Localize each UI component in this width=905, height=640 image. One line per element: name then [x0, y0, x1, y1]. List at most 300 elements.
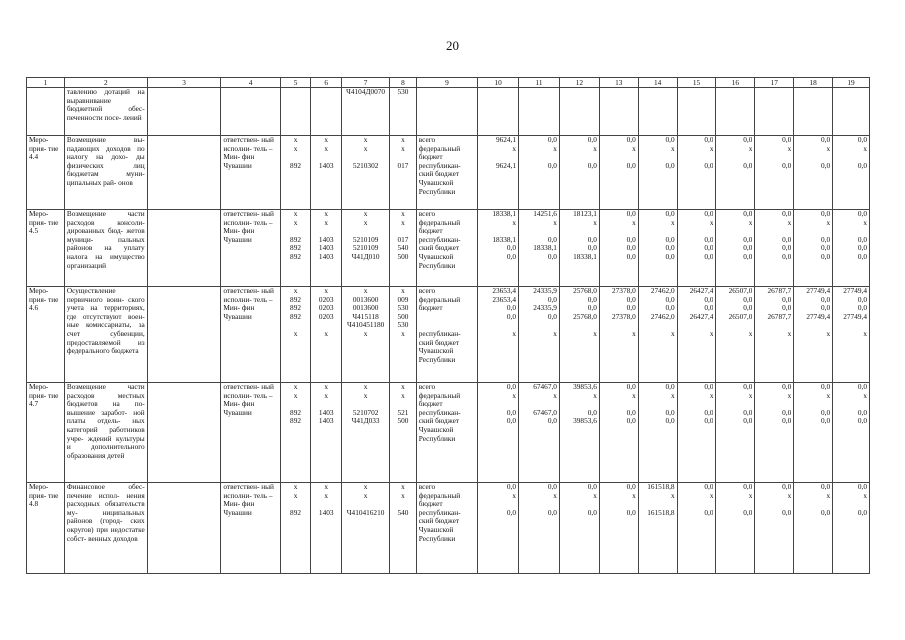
funding-source-line — [419, 313, 475, 322]
column-header: 8 — [390, 78, 417, 88]
value-line — [521, 321, 557, 330]
code-value: x — [324, 136, 329, 144]
value-line: 26427,4 — [689, 312, 714, 321]
value-line: 0,0 — [704, 252, 714, 261]
value-line: 0,0 — [857, 244, 867, 253]
code-value: x — [324, 218, 329, 227]
value-line: x — [709, 391, 714, 400]
value-line — [641, 400, 675, 409]
value-cell — [677, 483, 716, 574]
value-line: 0,0 — [665, 304, 675, 313]
value-line — [796, 227, 830, 236]
value-line: 0,0 — [506, 252, 517, 261]
value-line: 0,0 — [743, 136, 753, 144]
code-value: x — [324, 383, 329, 391]
value-line: x — [787, 218, 792, 227]
value-line: 14251,6 — [533, 210, 557, 218]
value-line: 0,0 — [743, 508, 753, 517]
value-line: 24335,9 — [533, 287, 557, 295]
code-value: x — [363, 144, 368, 153]
value-line: x — [670, 144, 675, 153]
value-line: 0,0 — [587, 304, 597, 313]
code-value — [344, 153, 387, 162]
value-line: 24335,9 — [533, 304, 557, 313]
funding-source-line: ский бюджет — [418, 517, 460, 526]
value-cell — [833, 483, 870, 574]
value-line — [521, 227, 557, 236]
value-line: x — [670, 218, 675, 227]
header-row — [27, 78, 870, 88]
value-line: 0,0 — [743, 295, 753, 304]
code-value: x — [401, 483, 405, 491]
value-line — [680, 227, 714, 236]
value-line — [480, 500, 516, 509]
value-line — [680, 400, 714, 409]
code-value: 1403 — [318, 408, 334, 417]
value-cell — [599, 483, 638, 574]
value-line: 0,0 — [547, 252, 557, 261]
funding-source-line: Чувашской — [418, 252, 454, 261]
value-line: 0,0 — [857, 304, 867, 313]
value-line: x — [632, 329, 636, 338]
value-cell — [559, 210, 599, 287]
value-line — [718, 153, 752, 162]
code-value: x — [293, 383, 298, 391]
code-value: x — [293, 483, 298, 491]
code-cell — [311, 210, 342, 287]
funding-source-cell — [416, 136, 477, 210]
activity-text: Возмещение вы- падающих доходов по налогу на дохо- ды физических лиц бюджетам муни- ципальных рай- онов — [64, 136, 147, 210]
value-cell — [716, 483, 755, 574]
funding-source-line: всего — [418, 483, 436, 491]
code-value: 1403 — [318, 252, 334, 261]
code-value: 892 — [290, 408, 301, 417]
value-cell — [599, 136, 638, 210]
value-line: x — [553, 144, 557, 153]
value-cell — [716, 287, 755, 383]
value-line — [680, 153, 714, 162]
code-value: x — [293, 491, 298, 500]
value-line: 0,0 — [626, 210, 636, 218]
value-line: 0,0 — [857, 161, 867, 170]
value-line — [521, 500, 557, 509]
code-cell — [342, 383, 390, 483]
code-value — [283, 500, 309, 509]
value-cell — [716, 210, 755, 287]
code-value — [344, 227, 387, 236]
value-cell — [638, 136, 677, 210]
value-line — [835, 500, 867, 509]
value-line: x — [593, 144, 597, 153]
value-line: 0,0 — [626, 483, 636, 491]
value-line: 0,0 — [704, 383, 714, 391]
value-line: 0,0 — [820, 235, 831, 244]
value-cell — [559, 483, 599, 574]
value-line: 0,0 — [626, 295, 636, 304]
value-cell — [599, 287, 638, 383]
value-line — [680, 321, 714, 330]
funding-source-line: федеральный — [418, 391, 461, 400]
code-value: x — [324, 483, 329, 491]
code-value: x — [324, 287, 329, 295]
funding-source-cell — [416, 383, 477, 483]
value-line: 0,0 — [626, 417, 636, 426]
value-line: 0,0 — [626, 235, 636, 244]
value-line — [562, 321, 597, 330]
funding-source-line: ский бюджет — [418, 170, 460, 179]
value-line: 67467,0 — [533, 408, 557, 417]
code-value: x — [324, 210, 329, 218]
value-line: 0,0 — [547, 295, 557, 304]
code-value: x — [363, 210, 368, 218]
value-line — [757, 400, 791, 409]
value-line: x — [512, 144, 517, 153]
value-line — [602, 321, 636, 330]
value-line — [641, 153, 675, 162]
value-line: x — [593, 491, 597, 500]
code-value: 1403 — [318, 508, 334, 517]
code-value — [392, 500, 414, 509]
value-line: 0,0 — [704, 244, 714, 253]
code-value: 892 — [290, 235, 301, 244]
value-line: 0,0 — [547, 312, 557, 321]
value-line: 0,0 — [587, 295, 597, 304]
code-cell — [390, 136, 417, 210]
code-cell: Ч4104Д0070 — [342, 88, 390, 136]
value-cell — [638, 210, 677, 287]
value-line — [521, 153, 557, 162]
value-line: x — [826, 391, 831, 400]
value-line: 0,0 — [743, 408, 753, 417]
table-row-continuation — [27, 88, 870, 136]
value-line: 0,0 — [587, 136, 597, 144]
funding-source-line: федеральный — [418, 491, 461, 500]
value-line: 27749,4 — [806, 287, 831, 295]
code-cell — [280, 287, 311, 383]
value-line: 0,0 — [704, 295, 714, 304]
value-line: 0,0 — [665, 244, 675, 253]
funding-source-cell — [416, 210, 477, 287]
code-value: 1403 — [318, 161, 334, 170]
value-cell — [833, 383, 870, 483]
value-cell — [794, 483, 833, 574]
value-line: 0,0 — [857, 417, 867, 426]
value-line: 26787,7 — [767, 312, 792, 321]
value-line: 0,0 — [857, 136, 867, 144]
value-line: 18338,1 — [492, 210, 517, 218]
value-line: x — [748, 391, 753, 400]
code-cell — [311, 383, 342, 483]
value-line: 0,0 — [626, 252, 636, 261]
value-line: x — [670, 491, 675, 500]
budget-table — [26, 77, 870, 574]
funding-source-line: Чувашской — [418, 525, 454, 534]
value-line — [521, 400, 557, 409]
value-line: x — [748, 329, 753, 338]
code-value: x — [324, 391, 329, 400]
value-line: 0,0 — [820, 136, 831, 144]
value-line: 0,0 — [820, 483, 831, 491]
value-line: 0,0 — [857, 235, 867, 244]
column-header: 1 — [27, 78, 65, 88]
funding-source-cell — [416, 483, 477, 574]
code-value: x — [363, 329, 368, 338]
code-value — [392, 400, 414, 409]
code-value: x — [293, 391, 298, 400]
value-cell — [559, 383, 599, 483]
code-value: 1403 — [318, 417, 334, 426]
value-cell — [599, 383, 638, 483]
column-header: 12 — [559, 78, 599, 88]
code-value: x — [293, 144, 298, 153]
value-line: x — [826, 144, 831, 153]
value-line: 161518,8 — [647, 483, 675, 491]
responsible-cell: ответствен- ный исполни- тель – Мин- фин Чувашии — [221, 136, 280, 210]
value-line: x — [512, 329, 517, 338]
code-value: 5210702 — [352, 408, 379, 417]
value-line: 0,0 — [857, 295, 867, 304]
code-value: x — [363, 218, 368, 227]
value-line: x — [670, 391, 675, 400]
value-line: x — [593, 391, 597, 400]
value-line: x — [632, 144, 636, 153]
code-cell: 530 — [390, 88, 417, 136]
value-line — [641, 500, 675, 509]
responsible-cell: ответствен- ный исполни- тель – Мин- фин Чувашии — [221, 287, 280, 383]
value-line: 0,0 — [665, 295, 675, 304]
code-value: 5210302 — [352, 161, 379, 170]
value-line: 9624,1 — [495, 161, 517, 170]
column-header: 9 — [416, 78, 477, 88]
code-value: 530 — [397, 304, 409, 313]
code-value: 892 — [290, 312, 301, 321]
value-line: 0,0 — [665, 383, 675, 391]
code-value: x — [363, 483, 368, 491]
code-value: 540 — [397, 244, 409, 253]
value-cell — [478, 210, 519, 287]
code-value: 500 — [397, 312, 409, 321]
value-line: 0,0 — [547, 483, 557, 491]
code-value: 1403 — [318, 244, 334, 253]
value-line: x — [863, 144, 867, 153]
value-line: x — [553, 391, 557, 400]
value-line — [480, 153, 516, 162]
value-line: 0,0 — [506, 417, 517, 426]
value-line: x — [863, 329, 867, 338]
code-value: Ч410451180 — [346, 321, 385, 330]
funding-source-line: бюджет — [418, 227, 443, 236]
value-cell — [794, 210, 833, 287]
value-line: 26507,0 — [728, 287, 753, 295]
code-value: 892 — [290, 417, 301, 426]
value-line — [641, 321, 675, 330]
responsible-cell: ответствен- ный исполни- тель – Мин- фин Чувашии — [221, 210, 280, 287]
value-line: x — [632, 491, 636, 500]
value-cell — [519, 136, 560, 210]
value-line: 23653,4 — [492, 287, 517, 295]
value-cell — [833, 287, 870, 383]
value-line: 0,0 — [782, 295, 792, 304]
activity-text: тавлению дотаций на выравнивание бюджетной обес- печенности посе- лений — [64, 88, 147, 136]
value-line — [480, 321, 516, 330]
value-line: 0,0 — [857, 383, 867, 391]
value-line: x — [863, 391, 867, 400]
value-line: 27749,4 — [843, 312, 867, 321]
code-cell — [390, 383, 417, 483]
activity-label: Меро- прия- тие 4.6 — [27, 287, 65, 383]
activity-label: Меро- прия- тие 4.4 — [27, 136, 65, 210]
code-value: 892 — [290, 244, 301, 253]
value-line: 0,0 — [506, 383, 517, 391]
column-header: 3 — [147, 78, 221, 88]
code-value: 892 — [290, 295, 301, 304]
code-value: 540 — [397, 508, 409, 517]
value-cell — [559, 136, 599, 210]
value-line: 67467,0 — [533, 383, 557, 391]
value-line: x — [593, 329, 597, 338]
value-line — [718, 500, 752, 509]
code-value: 530 — [397, 321, 409, 330]
value-cell — [833, 136, 870, 210]
code-value: 500 — [397, 252, 409, 261]
value-line: x — [748, 218, 753, 227]
code-value: x — [401, 391, 405, 400]
value-line — [480, 400, 516, 409]
value-line: 0,0 — [782, 161, 792, 170]
value-line: 0,0 — [506, 244, 517, 253]
empty-cell — [147, 383, 221, 483]
code-value: x — [363, 491, 368, 500]
value-line: 27462,0 — [650, 287, 675, 295]
value-line: 25768,0 — [573, 287, 597, 295]
value-line: 0,0 — [820, 161, 831, 170]
code-value — [313, 153, 339, 162]
funding-source-line: всего — [418, 136, 436, 144]
value-line — [602, 500, 636, 509]
value-line: 0,0 — [704, 408, 714, 417]
value-line — [835, 153, 867, 162]
value-line: 0,0 — [743, 235, 753, 244]
value-line — [796, 400, 830, 409]
value-cell — [716, 136, 755, 210]
value-line: 0,0 — [782, 483, 792, 491]
value-cell — [519, 483, 560, 574]
code-value — [392, 153, 414, 162]
value-cell — [519, 210, 560, 287]
code-value: x — [363, 136, 368, 144]
value-cell — [599, 210, 638, 287]
value-line: 0,0 — [782, 252, 792, 261]
value-line: 0,0 — [743, 483, 753, 491]
value-line: 0,0 — [857, 508, 867, 517]
value-line: 27749,4 — [806, 312, 831, 321]
code-value: 1403 — [318, 235, 334, 244]
value-line: 0,0 — [743, 417, 753, 426]
value-line — [796, 153, 830, 162]
value-line: 0,0 — [704, 483, 714, 491]
value-line: x — [512, 491, 517, 500]
code-value: Ч41Д033 — [351, 417, 380, 426]
code-value: x — [363, 287, 368, 295]
code-value: x — [401, 287, 405, 295]
table-row — [27, 136, 870, 210]
value-line: 39853,6 — [573, 383, 597, 391]
value-line: 0,0 — [506, 483, 517, 491]
code-value: x — [293, 287, 298, 295]
value-line: 0,0 — [626, 408, 636, 417]
code-cell — [342, 287, 390, 383]
value-line: x — [553, 329, 557, 338]
code-value: x — [293, 210, 298, 218]
value-line: 0,0 — [626, 136, 636, 144]
value-line: 0,0 — [820, 252, 831, 261]
code-value: x — [401, 136, 405, 144]
empty-cell — [147, 136, 221, 210]
value-line: 0,0 — [782, 136, 792, 144]
funding-source-line: республикан- — [418, 329, 461, 338]
value-line: x — [553, 491, 557, 500]
value-line — [718, 227, 752, 236]
activity-label: Меро- прия- тие 4.5 — [27, 210, 65, 287]
value-line: 27749,4 — [843, 287, 867, 295]
code-cell — [311, 136, 342, 210]
value-line: x — [632, 218, 636, 227]
value-line — [757, 153, 791, 162]
value-line: x — [512, 391, 517, 400]
value-line: 0,0 — [587, 483, 597, 491]
value-cell — [794, 383, 833, 483]
value-line: 0,0 — [587, 408, 597, 417]
funding-source-line: бюджет — [418, 400, 443, 409]
value-line: 26427,4 — [689, 287, 714, 295]
code-value: 892 — [290, 161, 301, 170]
column-header: 7 — [342, 78, 390, 88]
funding-source-line: Чувашской — [418, 425, 454, 434]
value-line: 0,0 — [506, 408, 517, 417]
value-line: 0,0 — [704, 508, 714, 517]
value-line: 0,0 — [820, 304, 831, 313]
column-header: 17 — [755, 78, 794, 88]
code-value — [344, 400, 387, 409]
code-value: 017 — [397, 235, 409, 244]
code-value: 521 — [397, 408, 409, 417]
value-line: 0,0 — [704, 304, 714, 313]
code-value — [283, 153, 309, 162]
value-line: 26787,7 — [767, 287, 792, 295]
value-line: 0,0 — [782, 304, 792, 313]
value-cell — [716, 383, 755, 483]
value-line: 0,0 — [704, 161, 714, 170]
value-line — [718, 400, 752, 409]
value-line: 0,0 — [506, 508, 517, 517]
code-value — [313, 400, 339, 409]
funding-source-line: республикан- — [418, 508, 461, 517]
funding-source-line: бюджет — [418, 500, 443, 509]
value-line — [602, 153, 636, 162]
value-cell — [478, 136, 519, 210]
funding-source-line: федеральный — [418, 144, 461, 153]
value-line: 0,0 — [626, 304, 636, 313]
column-header: 18 — [794, 78, 833, 88]
code-value: x — [293, 329, 298, 338]
value-line — [835, 400, 867, 409]
value-line — [718, 321, 752, 330]
empty-cell — [147, 210, 221, 287]
value-line: 39853,6 — [573, 417, 597, 426]
column-header: 19 — [833, 78, 870, 88]
code-value: Ч410416210 — [346, 508, 385, 517]
value-line — [680, 500, 714, 509]
